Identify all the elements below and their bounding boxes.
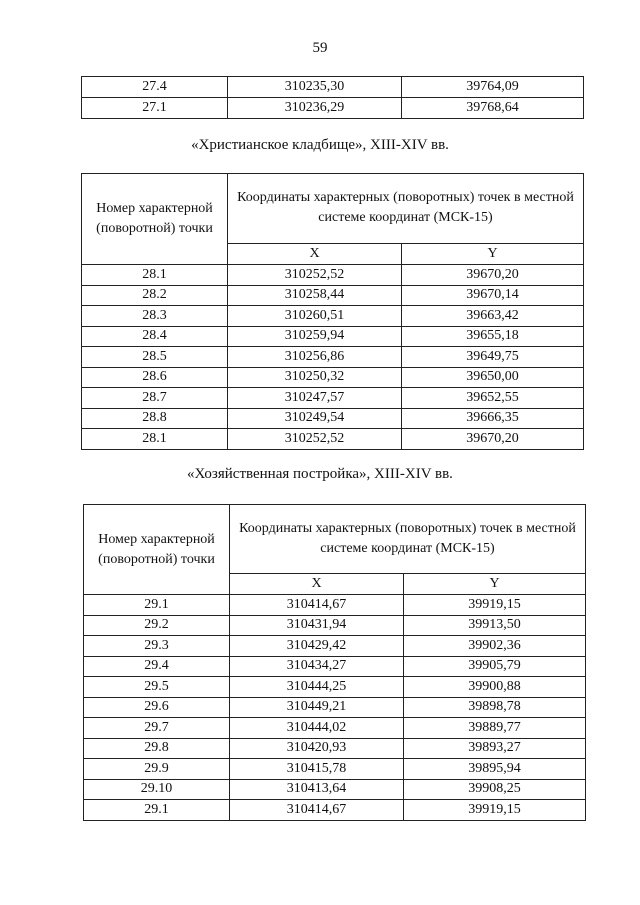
y-coordinate-cell: 39913,50 [404,615,586,636]
table-row [84,636,586,657]
table-row [82,429,584,450]
table-row [84,718,586,739]
cemetery-table-header [82,174,584,265]
page-number: 59 [312,40,328,56]
table-row [84,779,586,800]
point-number-cell: 29.1 [84,800,230,821]
y-coordinate-cell: 39652,55 [402,388,584,409]
outbuilding-table-header [84,505,586,595]
table-row [82,285,584,306]
point-number-cell: 28.8 [82,408,228,429]
x-coordinate-cell: 310236,29 [228,98,402,119]
column-header-x: X [228,243,402,264]
cemetery-table-body [82,265,584,450]
table-row [84,595,586,616]
y-coordinate-cell: 39663,42 [402,306,584,327]
outbuilding-coordinates-table [83,504,586,821]
point-number-cell: 28.7 [82,388,228,409]
y-coordinate-cell: 39649,75 [402,347,584,368]
x-coordinate-cell: 310258,44 [228,285,402,306]
table-row [82,77,584,98]
point-number-cell: 29.1 [84,595,230,616]
table-row [82,367,584,388]
x-coordinate-cell: 310235,30 [228,77,402,98]
top-coordinates-table [81,76,584,119]
point-number-cell: 29.2 [84,615,230,636]
table-row [82,265,584,286]
x-coordinate-cell: 310431,94 [230,615,404,636]
point-number-cell: 29.4 [84,656,230,677]
table-row [84,759,586,780]
column-header-y: Y [404,573,586,594]
table-row [82,326,584,347]
outbuilding-table-body [84,595,586,821]
y-coordinate-cell: 39902,36 [404,636,586,657]
y-coordinate-cell: 39919,15 [404,800,586,821]
point-number-cell: 28.2 [82,285,228,306]
y-coordinate-cell: 39895,94 [404,759,586,780]
table-row [84,800,586,821]
table-row [82,98,584,119]
column-header-point-number: Номер характерной (поворотной) точки [82,174,228,265]
point-number-cell: 28.5 [82,347,228,368]
point-number-cell: 28.4 [82,326,228,347]
x-coordinate-cell: 310444,25 [230,677,404,698]
cemetery-coordinates-table [81,173,584,450]
y-coordinate-cell: 39908,25 [404,779,586,800]
column-header-coordinates: Координаты характерных (поворотных) точек в местной системе координат (МСК-15) [230,505,586,574]
x-coordinate-cell: 310249,54 [228,408,402,429]
x-coordinate-cell: 310449,21 [230,697,404,718]
y-coordinate-cell: 39650,00 [402,367,584,388]
y-coordinate-cell: 39670,20 [402,429,584,450]
x-coordinate-cell: 310259,94 [228,326,402,347]
point-number-cell: 28.1 [82,429,228,450]
point-number-cell: 27.1 [82,98,228,119]
y-coordinate-cell: 39898,78 [404,697,586,718]
x-coordinate-cell: 310444,02 [230,718,404,739]
point-number-cell: 28.3 [82,306,228,327]
point-number-cell: 29.8 [84,738,230,759]
table-row [84,697,586,718]
table-row [82,347,584,368]
x-coordinate-cell: 310256,86 [228,347,402,368]
section-title-outbuilding: «Хозяйственная постройка», XIII-XIV вв. [187,466,453,482]
x-coordinate-cell: 310250,32 [228,367,402,388]
table-row [84,738,586,759]
x-coordinate-cell: 310247,57 [228,388,402,409]
x-coordinate-cell: 310415,78 [230,759,404,780]
y-coordinate-cell: 39655,18 [402,326,584,347]
top-table-body [82,77,584,119]
x-coordinate-cell: 310420,93 [230,738,404,759]
y-coordinate-cell: 39666,35 [402,408,584,429]
table-row [82,388,584,409]
point-number-cell: 29.9 [84,759,230,780]
y-coordinate-cell: 39670,20 [402,265,584,286]
x-coordinate-cell: 310429,42 [230,636,404,657]
point-number-cell: 27.4 [82,77,228,98]
y-coordinate-cell: 39893,27 [404,738,586,759]
x-coordinate-cell: 310252,52 [228,429,402,450]
y-coordinate-cell: 39889,77 [404,718,586,739]
column-header-point-number: Номер характерной (поворотной) точки [84,505,230,595]
x-coordinate-cell: 310414,67 [230,595,404,616]
point-number-cell: 29.3 [84,636,230,657]
table-row [84,656,586,677]
column-header-y: Y [402,243,584,264]
y-coordinate-cell: 39768,64 [402,98,584,119]
x-coordinate-cell: 310252,52 [228,265,402,286]
column-header-x: X [230,573,404,594]
point-number-cell: 29.6 [84,697,230,718]
table-row [84,677,586,698]
point-number-cell: 28.1 [82,265,228,286]
table-row [82,306,584,327]
y-coordinate-cell: 39905,79 [404,656,586,677]
y-coordinate-cell: 39900,88 [404,677,586,698]
section-title-cemetery: «Христианское кладбище», XIII-XIV вв. [191,137,449,153]
x-coordinate-cell: 310434,27 [230,656,404,677]
y-coordinate-cell: 39764,09 [402,77,584,98]
x-coordinate-cell: 310414,67 [230,800,404,821]
column-header-coordinates: Координаты характерных (поворотных) точек в местной системе координат (МСК-15) [228,174,584,244]
table-row [82,408,584,429]
point-number-cell: 28.6 [82,367,228,388]
point-number-cell: 29.7 [84,718,230,739]
point-number-cell: 29.5 [84,677,230,698]
point-number-cell: 29.10 [84,779,230,800]
x-coordinate-cell: 310413,64 [230,779,404,800]
y-coordinate-cell: 39919,15 [404,595,586,616]
x-coordinate-cell: 310260,51 [228,306,402,327]
table-row [84,615,586,636]
y-coordinate-cell: 39670,14 [402,285,584,306]
